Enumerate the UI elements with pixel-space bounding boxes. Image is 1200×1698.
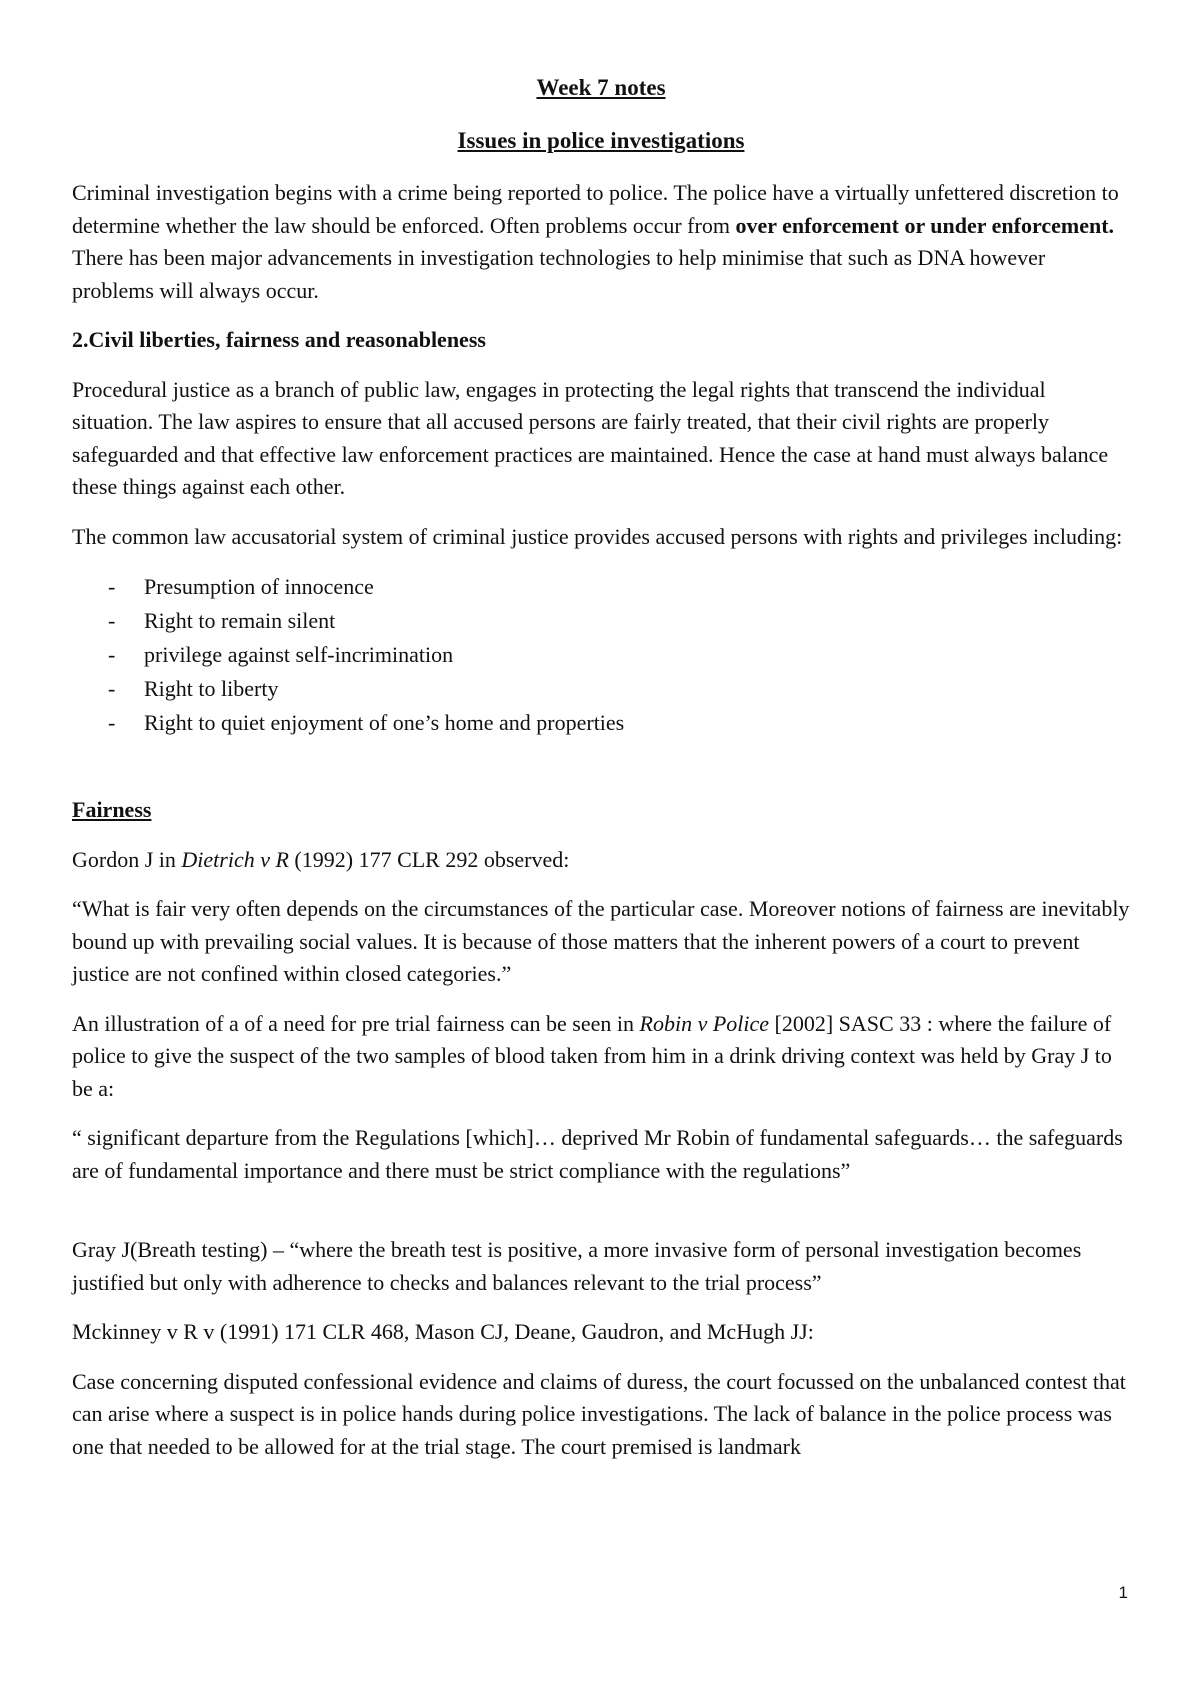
mckinney-paragraph: Case concerning disputed confessional evidence and claims of duress, the court focussed on the unbalanced contest that can arise where a suspect is in police hands during police investigations. The lack of balance in the police process was one that needed to be allowed for at the trial stage. The court premised is landmark	[72, 1368, 1126, 1459]
list-marker: -	[108, 710, 116, 735]
robin-case-name: Robin v Police	[639, 1010, 770, 1036]
robin-before: An illustration of a of a need for pre trial fairness can be seen in	[72, 1010, 640, 1036]
list-marker: -	[108, 676, 116, 701]
list-marker: -	[108, 574, 116, 599]
list-item	[72, 706, 1130, 740]
list-item-text: privilege against self-incrimination	[144, 642, 454, 667]
list-item	[72, 604, 1130, 638]
robin-quote: “ significant departure from the Regulations [which]… deprived Mr Robin of fundamental safeguards… the safeguards are of fundamental importance and there must be strict compliance with the regulations”	[72, 1125, 1123, 1183]
page-title: Week 7 notes	[536, 75, 666, 100]
section-heading-fairness: Fairness	[72, 797, 152, 822]
section-heading-civil-liberties: 2.Civil liberties, fairness and reasonableness	[72, 327, 486, 352]
list-item	[72, 638, 1130, 672]
list-item	[72, 570, 1130, 604]
intro-text-part1: Criminal investigation begins with a crime being reported to police. The police have a virtually unfettered discretion to determine whether the law should be enforced. Often problems occur from	[72, 180, 1119, 238]
list-marker: -	[108, 642, 116, 667]
list-item-text: Presumption of innocence	[144, 574, 374, 599]
intro-text-bold: over enforcement or under enforcement.	[735, 212, 1115, 238]
robin-paragraph	[72, 1008, 1130, 1106]
page-number: 1	[1118, 1583, 1128, 1602]
intro-text-part2: There has been major advancements in investigation technologies to help minimise that such as DNA however problems will always occur.	[72, 245, 1046, 303]
spacer	[72, 1204, 1130, 1234]
list-item-text: Right to quiet enjoyment of one’s home and properties	[144, 710, 625, 735]
mckinney-citation: Mckinney v R v (1991) 171 CLR 468, Mason CJ, Deane, Gaudron, and McHugh JJ:	[72, 1319, 814, 1344]
procedural-justice-paragraph: Procedural justice as a branch of public law, engages in protecting the legal rights that transcend the individual situation. The law aspires to ensure that all accused persons are fairly treated, that their civil rights are properly safeguarded and that effective law enforcement practices are maintained. Hence the case at hand must always balance these things against each other.	[72, 376, 1109, 499]
list-marker: -	[108, 608, 116, 633]
intro-paragraph	[72, 177, 1130, 307]
common-law-paragraph: The common law accusatorial system of criminal justice provides accused persons with rights and privileges including:	[72, 523, 1123, 549]
dietrich-before: Gordon J in	[72, 846, 182, 872]
document-body	[72, 72, 1130, 1480]
dietrich-quote: “What is fair very often depends on the circumstances of the particular case. Moreover notions of fairness are inevitably bound up with prevailing social values. It is because of those matters that the inherent powers of a court to prevent justice are not confined within closed categories.”	[72, 896, 1130, 986]
list-item-text: Right to liberty	[144, 676, 279, 701]
rights-list	[72, 570, 1130, 740]
list-item-text: Right to remain silent	[144, 608, 336, 633]
gray-breath-testing-paragraph: Gray J(Breath testing) – “where the breath test is positive, a more invasive form of personal investigation becomes justified but only with adherence to checks and balances relevant to the trial process”	[72, 1237, 1082, 1295]
robin-after: [2002] SASC 33 : where the failure of police to give the suspect of the two samples of blood taken from him in a drink driving context was held by Gray J to be a:	[72, 1010, 1112, 1101]
dietrich-case-name: Dietrich v R	[181, 846, 289, 872]
page-subtitle: Issues in police investigations	[457, 127, 745, 153]
list-item	[72, 672, 1130, 706]
spacer	[72, 740, 1130, 794]
dietrich-after: (1992) 177 CLR 292 observed:	[288, 846, 570, 872]
dietrich-citation	[72, 844, 1130, 877]
